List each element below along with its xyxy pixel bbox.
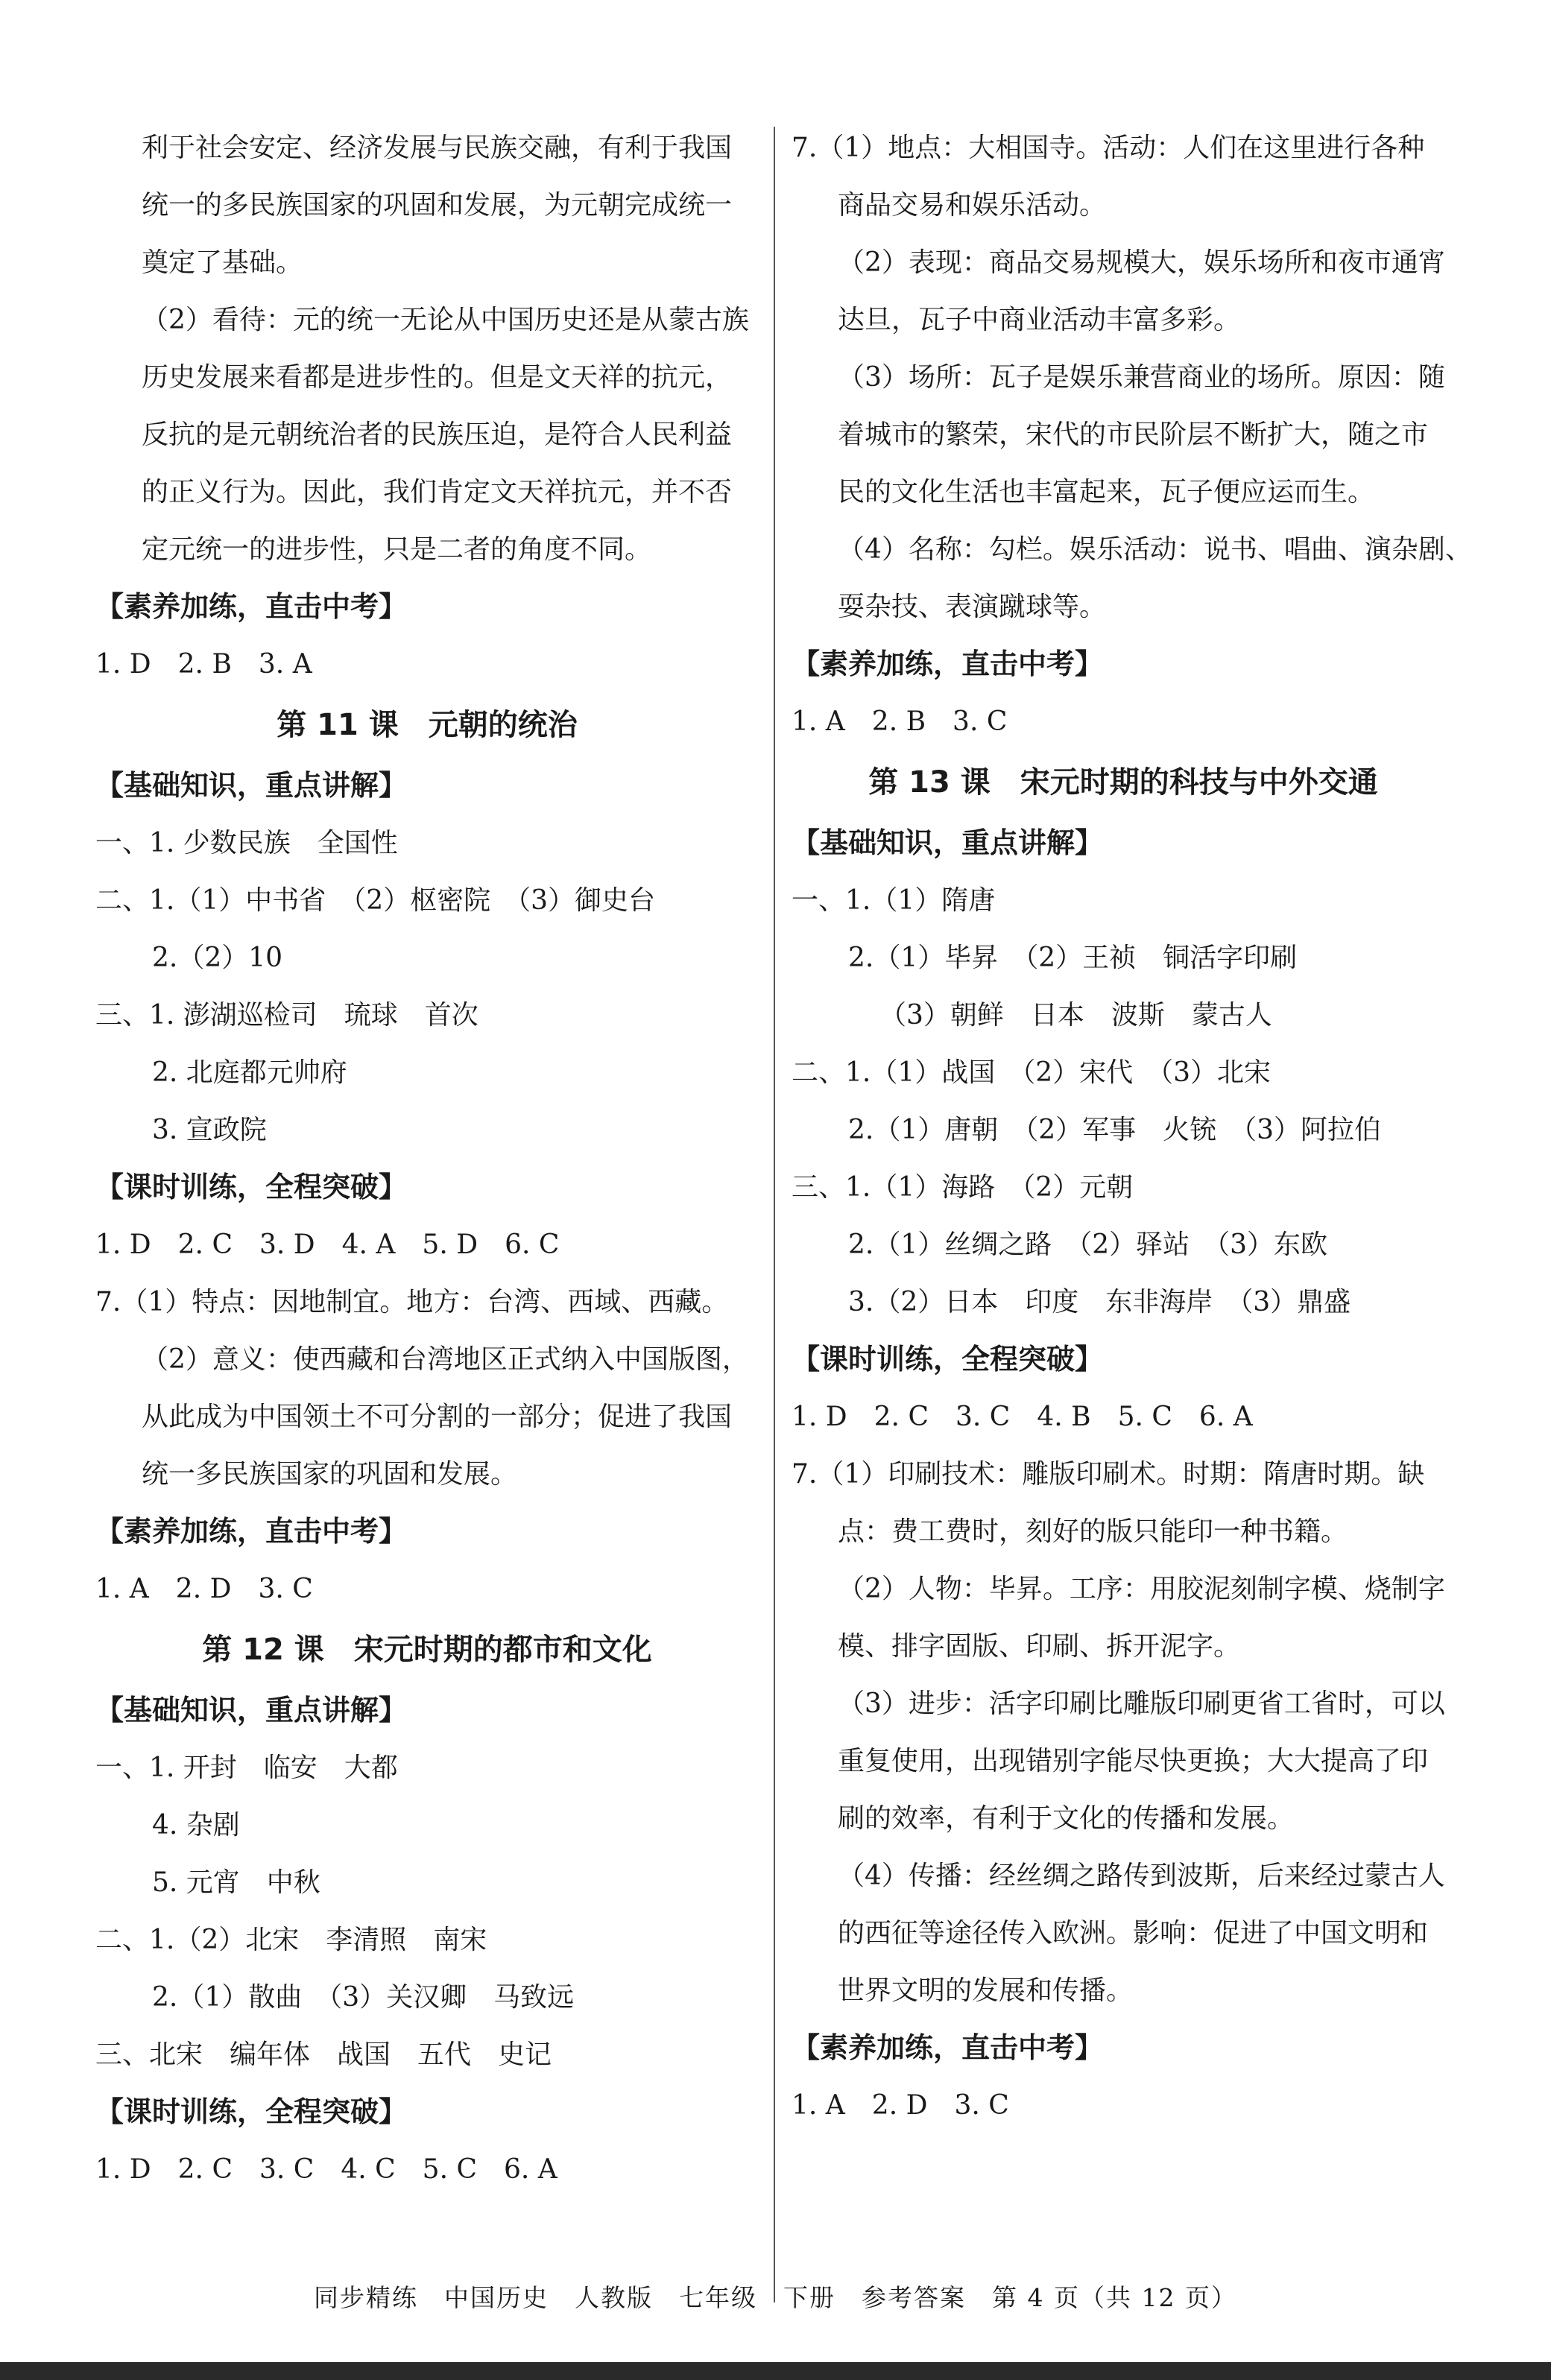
text-line: 从此成为中国领土不可分割的一部分；促进了我国 — [142, 1402, 733, 1432]
text-line: 奠定了基础。 — [142, 247, 303, 278]
answer-line: 2.（1）唐朝 （2）军事 火铳 （3）阿拉伯 — [848, 1115, 1382, 1145]
answer-line: 2.（1）散曲 （3）关汉卿 马致远 — [152, 1982, 575, 2013]
answer-line: 2.（1）毕昇 （2）王祯 铜活字印刷 — [848, 943, 1298, 973]
answer-line: 3. 宣政院 — [152, 1115, 267, 1145]
text-line: （2）看待：元的统一无论从中国历史还是从蒙古族 — [142, 305, 749, 335]
section-heading: 【素养加练，直击中考】 — [95, 590, 408, 623]
text-line: 的西征等途径传入欧洲。影响：促进了中国文明和 — [838, 1918, 1429, 1949]
text-line: 反抗的是元朝统治者的民族压迫，是符合人民利益 — [142, 420, 733, 450]
section-heading: 【基础知识，重点讲解】 — [95, 1694, 408, 1727]
answer-line: 一、1. 开封 临安 大都 — [95, 1753, 398, 1783]
section-heading: 【素养加练，直击中考】 — [792, 648, 1104, 680]
text-line: 点：费工费时，刻好的版只能印一种书籍。 — [838, 1516, 1348, 1547]
answer-line: 2. 北庭都元帅府 — [152, 1057, 347, 1088]
answer-line: 1. D 2. B 3. A — [95, 649, 312, 680]
section-heading: 【课时训练，全程突破】 — [95, 1171, 408, 1203]
answer-line: 7.（1）地点：大相国寺。活动：人们在这里进行各种 — [792, 133, 1425, 163]
answer-line: 1. D 2. C 3. C 4. C 5. C 6. A — [95, 2154, 557, 2185]
text-line: 民的文化生活也丰富起来，瓦子便应运而生。 — [838, 477, 1375, 507]
text-line: 利于社会安定、经济发展与民族交融，有利于我国 — [142, 133, 733, 163]
answer-line: 一、1. 少数民族 全国性 — [95, 828, 398, 858]
answer-line: （3）朝鲜 日本 波斯 蒙古人 — [879, 1000, 1272, 1031]
answer-line: 1. A 2. D 3. C — [792, 2090, 1009, 2121]
lesson-title: 第 13 课 宋元时期的科技与中外交通 — [868, 765, 1378, 800]
section-heading: 【素养加练，直击中考】 — [792, 2031, 1104, 2064]
answer-line: 2.（1）丝绸之路 （2）驿站 （3）东欧 — [848, 1229, 1328, 1260]
right-column — [792, 119, 1472, 2134]
answer-line: 1. D 2. C 3. C 4. B 5. C 6. A — [792, 1402, 1253, 1432]
text-line: （4）传播：经丝绸之路传到波斯，后来经过蒙古人 — [838, 1861, 1445, 1891]
section-heading: 【课时训练，全程突破】 — [95, 2095, 408, 2128]
answer-line: 一、1.（1）隋唐 — [792, 885, 996, 916]
text-line: 耍杂技、表演蹴球等。 — [838, 592, 1107, 622]
answer-line: 三、1.（1）海路 （2）元朝 — [792, 1172, 1134, 1203]
answer-line: 7.（1）特点：因地制宜。地方：台湾、西域、西藏。 — [95, 1287, 729, 1317]
section-heading: 【基础知识，重点讲解】 — [792, 826, 1104, 859]
text-line: 世界文明的发展和传播。 — [838, 1975, 1134, 2006]
section-heading: 【课时训练，全程突破】 — [792, 1343, 1104, 1376]
text-line: 历史发展来看都是进步性的。但是文天祥的抗元， — [142, 362, 733, 393]
text-line: 达旦，瓦子中商业活动丰富多彩。 — [838, 305, 1241, 335]
bottom-edge-bar — [0, 2362, 1551, 2380]
text-line: （2）人物：毕昇。工序：用胶泥刻制字模、烧制字 — [838, 1574, 1445, 1604]
text-line: （3）场所：瓦子是娱乐兼营商业的场所。原因：随 — [838, 362, 1445, 393]
left-column — [95, 119, 759, 2198]
text-line: 模、排字固版、印刷、拆开泥字。 — [838, 1631, 1241, 1662]
answer-line: 4. 杂剧 — [152, 1810, 240, 1841]
lesson-title: 第 12 课 宋元时期的都市和文化 — [202, 1633, 652, 1667]
text-line: （2）意义：使西藏和台湾地区正式纳入中国版图， — [142, 1344, 749, 1375]
text-line: 统一多民族国家的巩固和发展。 — [142, 1459, 518, 1490]
text-line: （4）名称：勾栏。娱乐活动：说书、唱曲、演杂剧、 — [838, 534, 1472, 565]
answer-line: 3.（2）日本 印度 东非海岸 （3）鼎盛 — [848, 1287, 1351, 1317]
page-footer: 同步精练 中国历史 人教版 七年级 下册 参考答案 第 4 页（共 12 页） — [314, 2283, 1237, 2312]
answer-line: 三、北宋 编年体 战国 五代 史记 — [95, 2039, 552, 2070]
section-heading: 【基础知识，重点讲解】 — [95, 769, 408, 802]
text-line: 统一的多民族国家的巩固和发展，为元朝完成统一 — [142, 190, 733, 221]
answer-line: 1. D 2. C 3. D 4. A 5. D 6. C — [95, 1229, 560, 1260]
text-line: 重复使用，出现错别字能尽快更换；大大提高了印 — [838, 1746, 1429, 1776]
answer-line: 1. A 2. D 3. C — [95, 1574, 313, 1604]
answer-line: 三、1. 澎湖巡检司 琉球 首次 — [95, 1000, 478, 1031]
text-line: 刷的效率，有利于文化的传播和发展。 — [838, 1803, 1295, 1834]
answer-line: 2.（2）10 — [152, 943, 283, 973]
answer-line: 二、1.（1）战国 （2）宋代 （3）北宋 — [792, 1057, 1272, 1088]
answer-line: 7.（1）印刷技术：雕版印刷术。时期：隋唐时期。缺 — [792, 1459, 1425, 1490]
answer-line: 1. A 2. B 3. C — [792, 706, 1008, 737]
text-line: 商品交易和娱乐活动。 — [838, 190, 1107, 221]
lesson-title: 第 11 课 元朝的统治 — [277, 708, 578, 742]
text-line: 的正义行为。因此，我们肯定文天祥抗元，并不否 — [142, 477, 733, 507]
answer-line: 二、1.（1）中书省 （2）枢密院 （3）御史台 — [95, 885, 656, 916]
text-line: （2）表现：商品交易规模大，娱乐场所和夜市通宵 — [838, 247, 1445, 278]
text-line: 定元统一的进步性，只是二者的角度不同。 — [142, 534, 652, 565]
column-divider — [774, 127, 775, 2303]
answer-line: 二、1.（2）北宋 李清照 南宋 — [95, 1925, 487, 1955]
text-line: （3）进步：活字印刷比雕版印刷更省工省时，可以 — [838, 1689, 1445, 1719]
text-line: 着城市的繁荣，宋代的市民阶层不断扩大，随之市 — [838, 420, 1429, 450]
section-heading: 【素养加练，直击中考】 — [95, 1515, 408, 1548]
answer-line: 5. 元宵 中秋 — [152, 1867, 320, 1898]
